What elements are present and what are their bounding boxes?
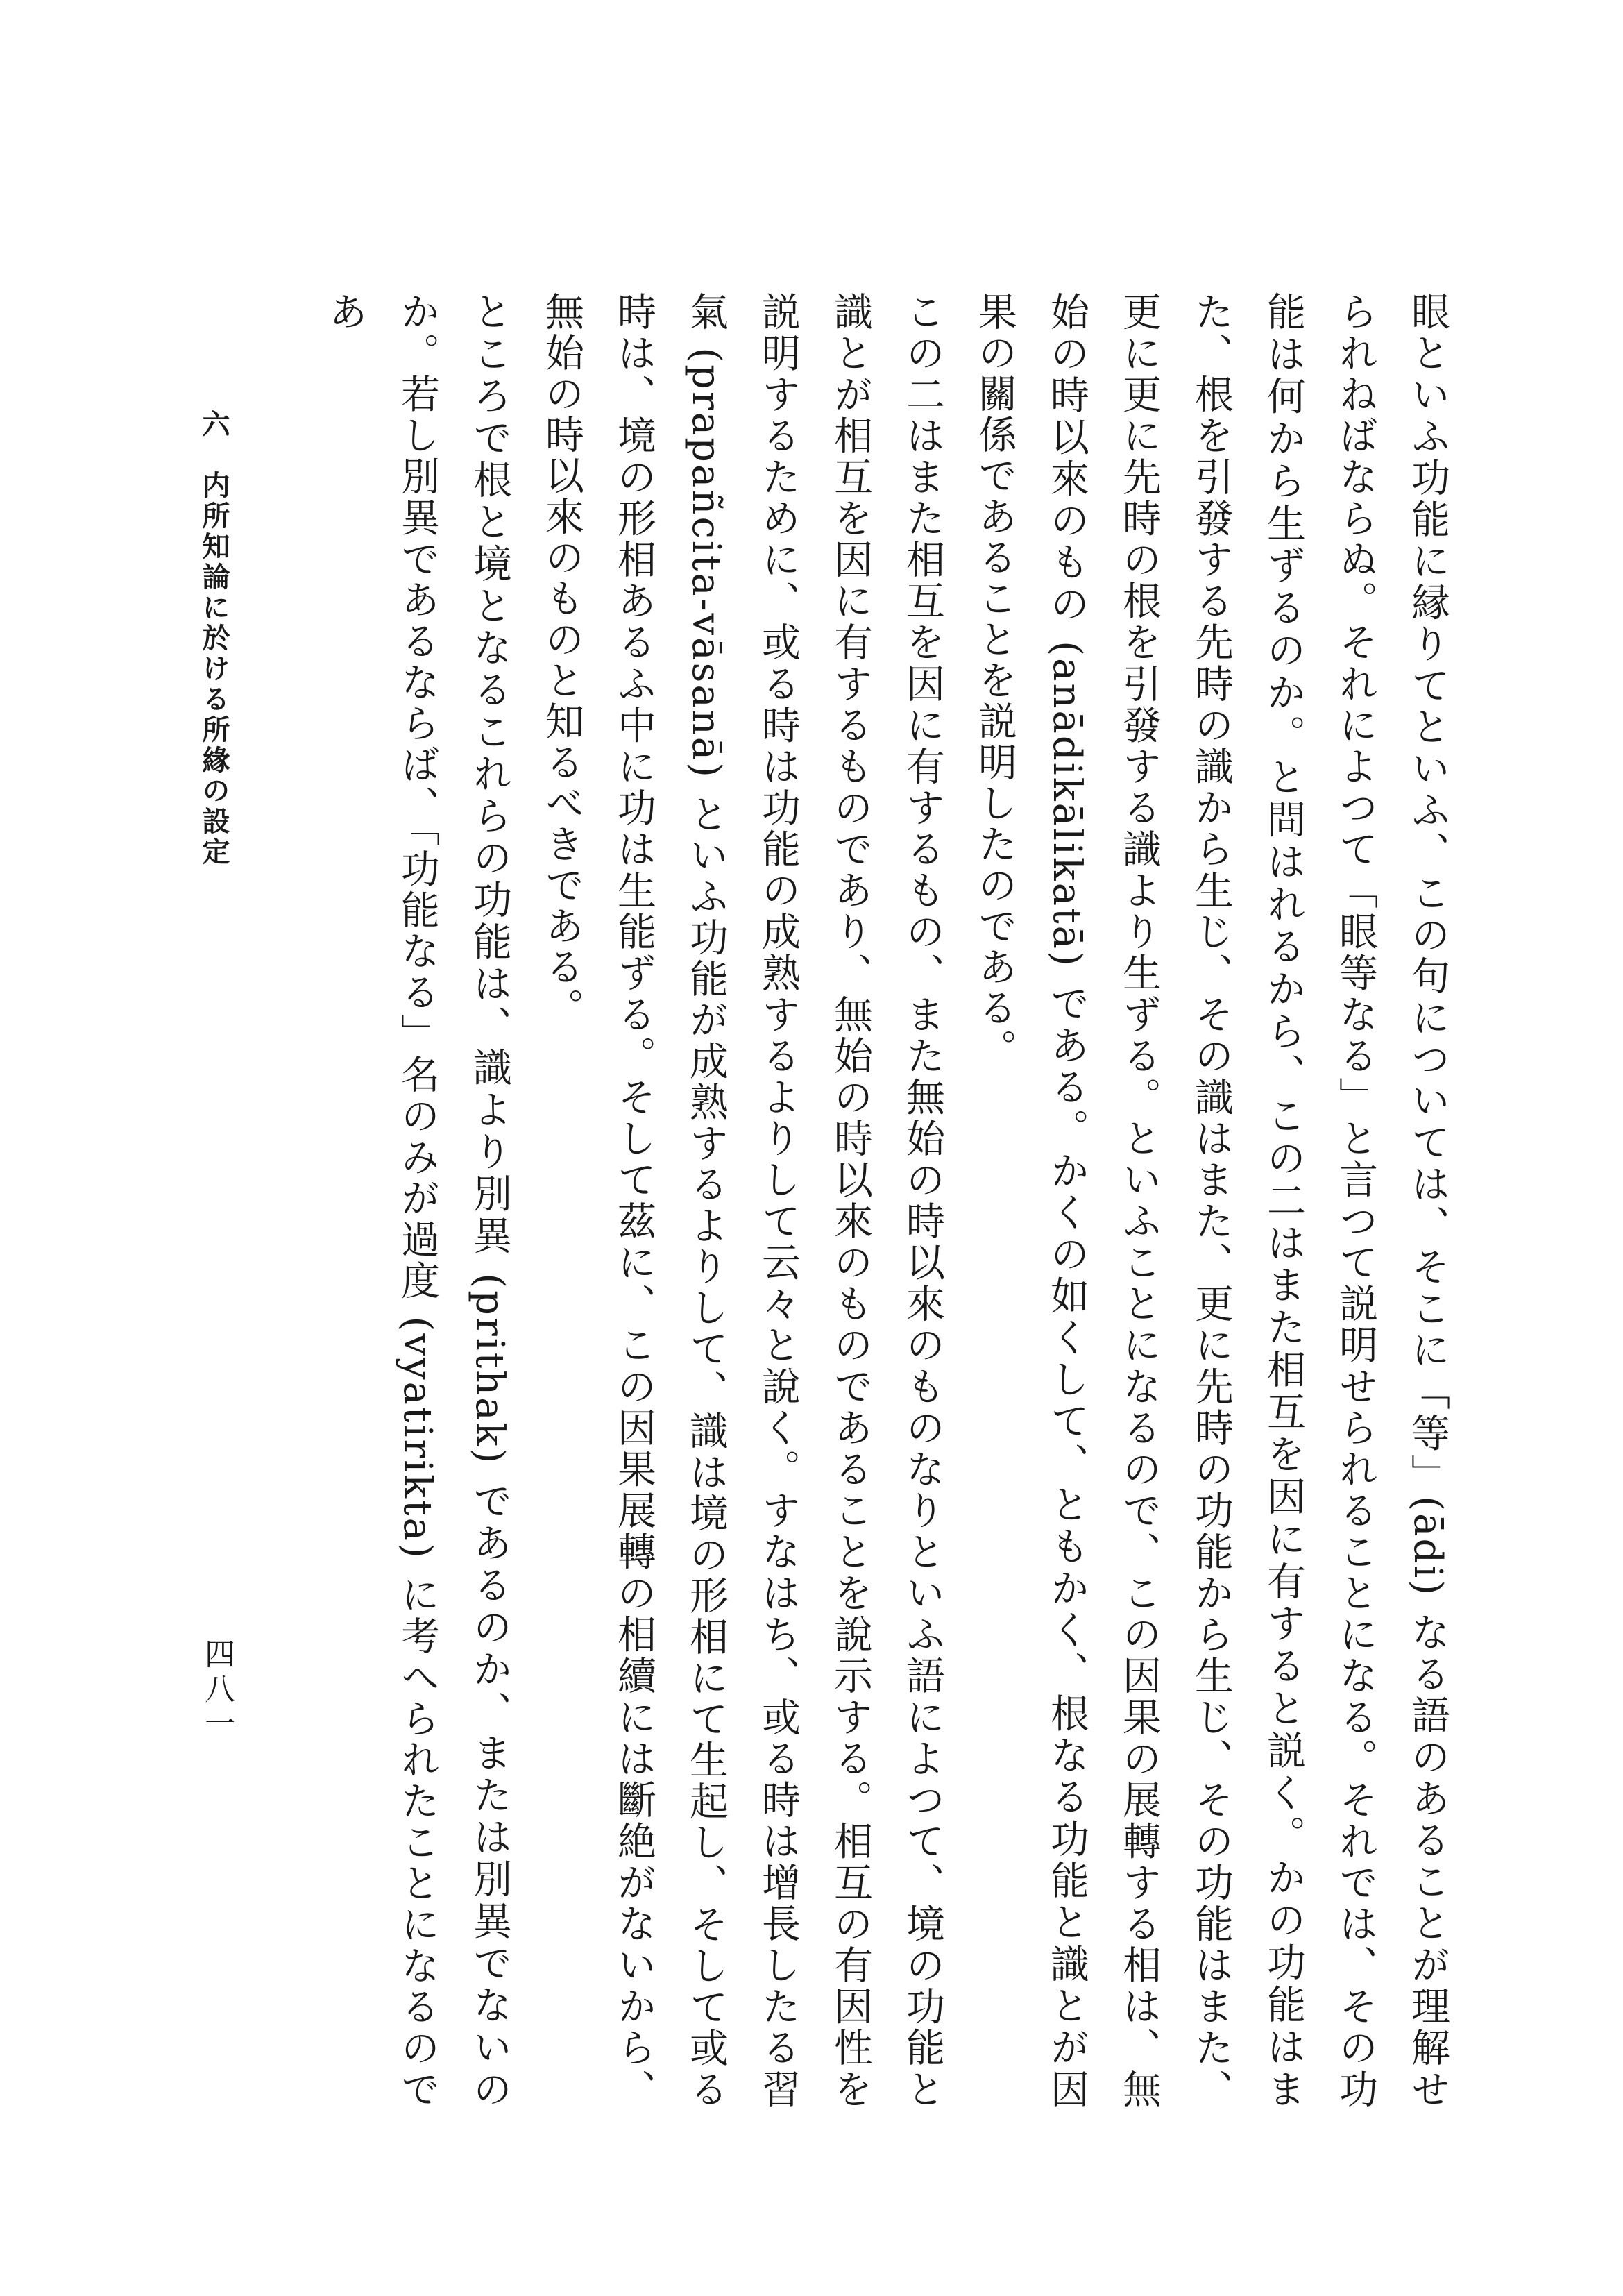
body-text xyxy=(131,292,1463,2110)
paragraph-1: 眼といふ功能に縁りてといふ、この句については、そこに「等」(ādi) なる語のあることが理解せられねばならぬ。それによつて「眼等なる」と言つて説明せられることになる。それでは、その功能は何から生ずるのか。と問はれるから、この二はまた相互を因に有すると説く。かの功能はまた、根を引發する先時の識から生じ、その識はまた、更に先時の功能から生じ、その功能はまた、更に更に先時の根を引發する識より生ずる。といふことになるので、この因果の展轉する相は、無始の時以來のもの (anādikālikatā) である。かくの如くして、ともかく、根なる功能と識とが因果の關係であることを説明したのである。 xyxy=(972,292,1450,2111)
paragraph-2: この二はまた相互を因に有するもの、また無始の時以來のものなりといふ語によつて、境の功能と識とが相互を因に有するものであり、無始の時以來のものであることを說示する。相互の有因性を説明するために、或る時は功能の成熟するよりして云々と說く。すなはち、或る時は增長したる習氣 (prapañcita-vāsanā) といふ功能が成熟するよりして、識は境の形相にて生起し、そして或る時は、境の形相あるふ中に功は生能ずる。そして茲に、この因果展轉の相續には斷絶がないから、無始の時以來のものと知るべきである。 xyxy=(539,292,945,2110)
running-head: 六 内所知論に於ける所緣の設定 xyxy=(198,410,230,868)
paragraph-3: ところで根と境となるこれらの功能は、識より別異 (prithak) であるのか、または別異でないのか。若し別異であるならば、「功能なる」名のみが過度 (vyatirikta) に考へられたことになるのであ xyxy=(323,292,512,2111)
page-number: 四八一 xyxy=(199,1638,235,1742)
